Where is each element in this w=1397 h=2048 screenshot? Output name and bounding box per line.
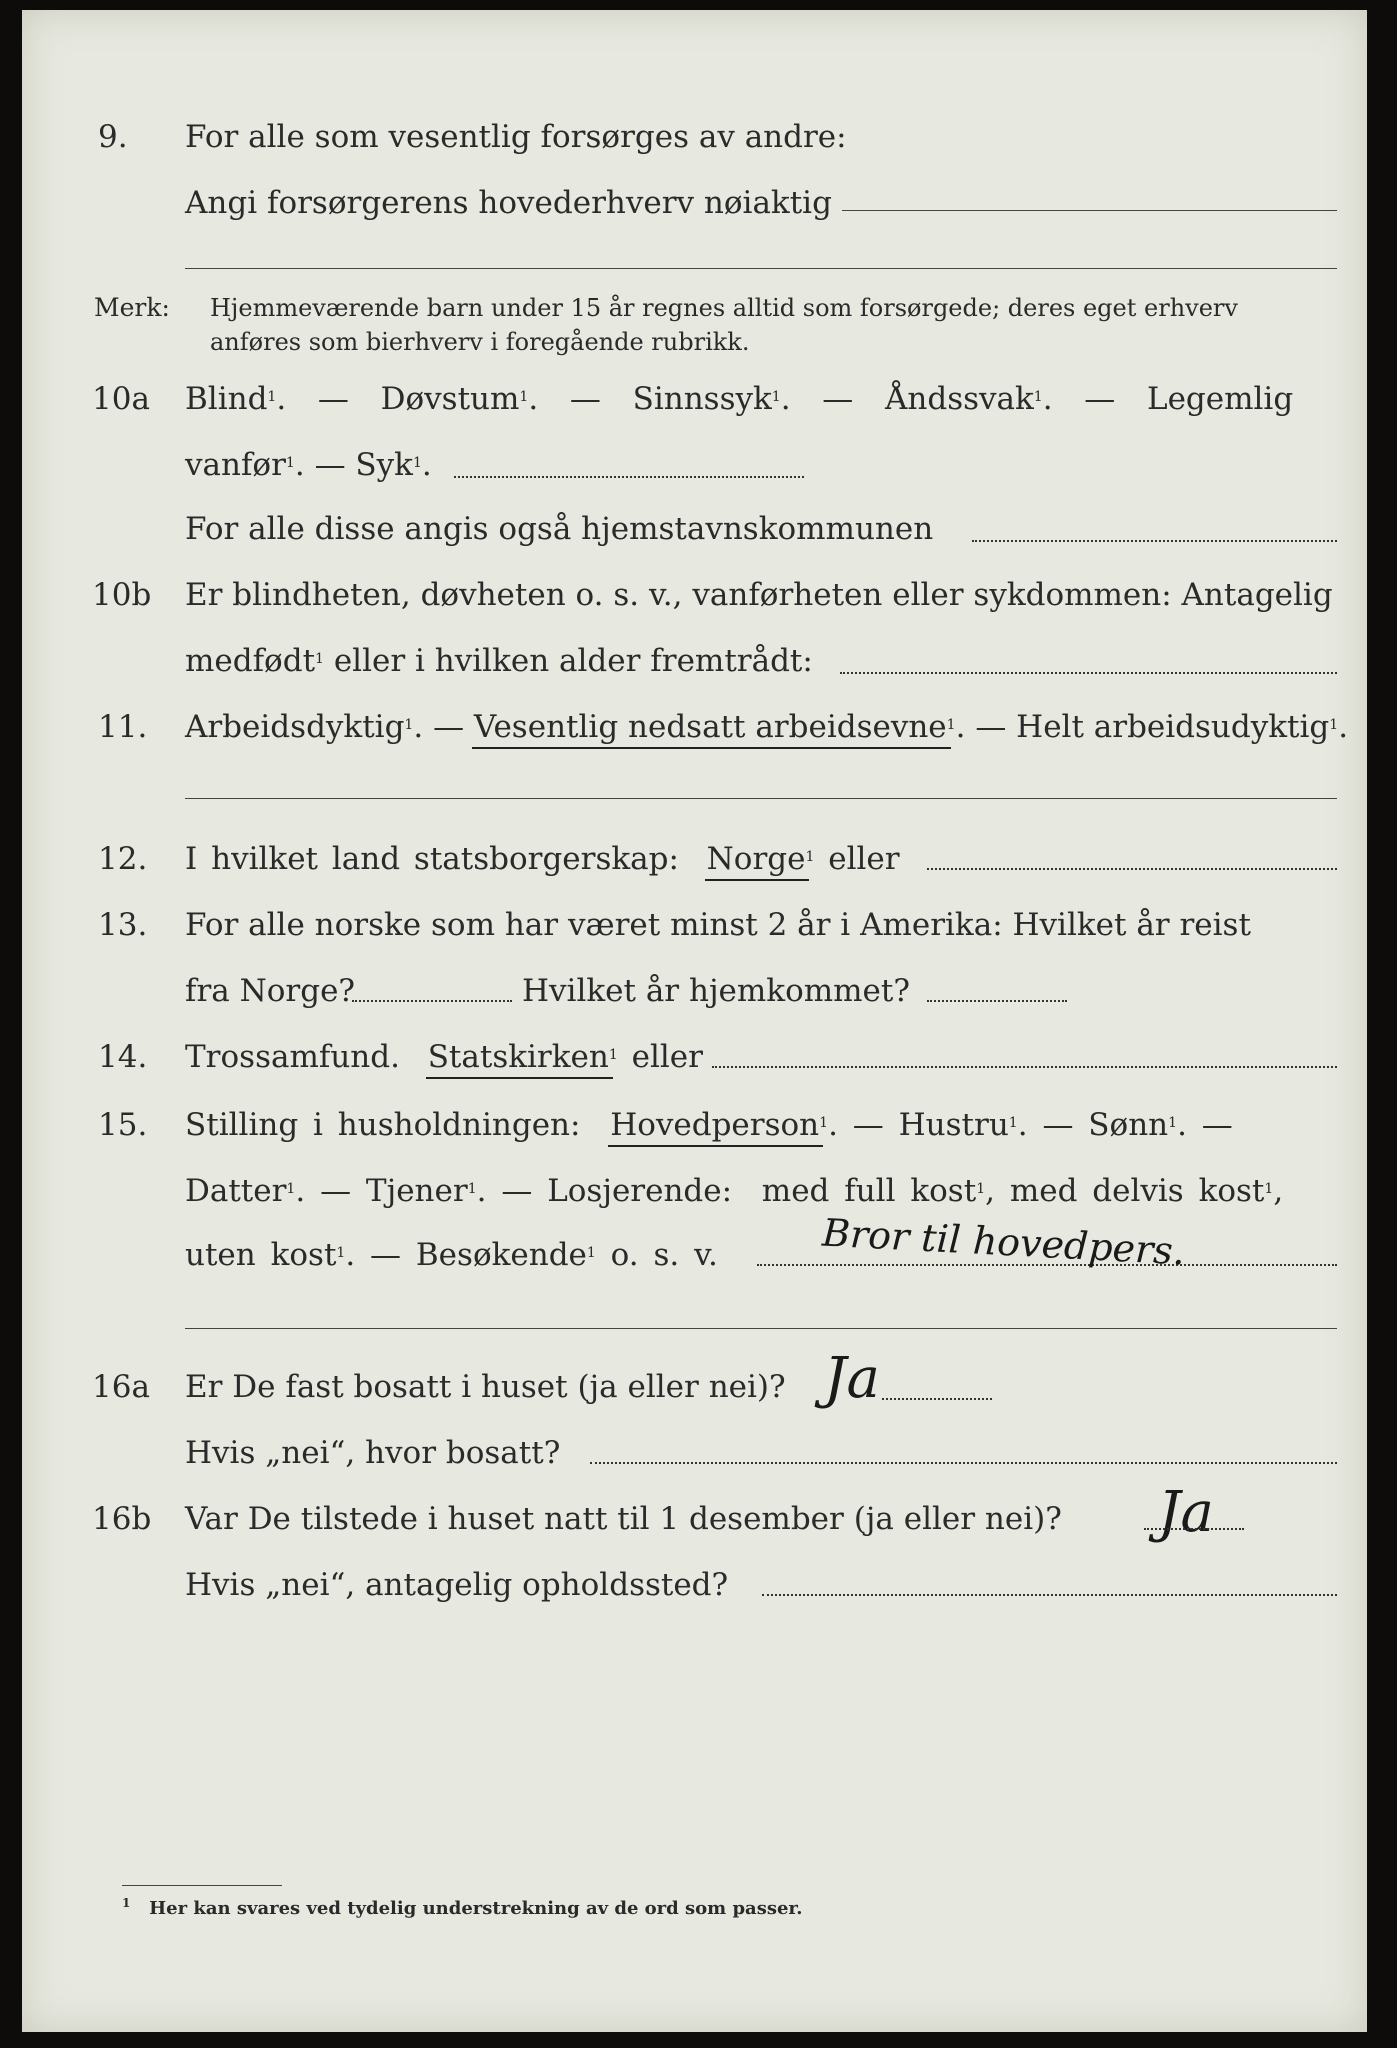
answer-line[interactable] [927, 868, 1337, 870]
superscript: 1 [1008, 1115, 1018, 1131]
separator: — [1042, 1107, 1074, 1143]
separator: — [320, 1173, 352, 1209]
option-medfodt[interactable]: medfødt [185, 643, 316, 679]
superscript: 1 [1168, 1115, 1178, 1131]
question-text-part: Losjerende: [547, 1173, 733, 1209]
question-text: Hvis „nei“, antagelig opholdssted? [185, 1567, 729, 1603]
superscript: 1 [315, 651, 324, 667]
answer-line[interactable] [762, 1594, 1337, 1596]
answer-line[interactable] [185, 798, 1337, 799]
question-number: 15. [98, 1107, 148, 1143]
question-text: For alle norske som har været minst 2 år i Amerika: Hvilket år reist [185, 907, 1251, 943]
question-text: Hvilket år hjemkommet? [522, 973, 910, 1009]
question-text: Hvis „nei“, hvor bosatt? [185, 1435, 561, 1471]
answer-line[interactable] [1144, 1528, 1244, 1530]
superscript: 1 [608, 1047, 618, 1063]
option-full-kost[interactable]: med full kost [761, 1173, 977, 1209]
separator: — [501, 1173, 533, 1209]
superscript: 1 [1033, 389, 1043, 405]
option-legemlig[interactable]: Legemlig [1147, 381, 1294, 417]
question-number: 10b [92, 577, 152, 613]
answer-line[interactable] [972, 540, 1337, 542]
option-uten-kost[interactable]: uten kost [185, 1237, 337, 1273]
handwritten-answer: Ja [1158, 1480, 1214, 1545]
superscript: 1 [286, 1181, 296, 1197]
question-text: Arbeidsdyktig$^1$. — Vesentlig nedsatt arbeidsevne$^1$. — Helt arbeidsudyktig$^1$. [185, 709, 1349, 745]
answer-line[interactable] [712, 1066, 1337, 1068]
footnote [122, 1898, 803, 1919]
separator: — [822, 381, 854, 417]
footnote-marker: 1 [122, 1896, 131, 1910]
separator: — [433, 709, 465, 745]
superscript: 1 [1329, 717, 1339, 733]
superscript: 1 [519, 389, 529, 405]
option-besokende[interactable]: Besøkende [415, 1237, 587, 1273]
option-norge-selected[interactable]: Norge [706, 841, 806, 877]
option-delvis-kost[interactable]: med delvis kost [1009, 1173, 1265, 1209]
separator: — [317, 381, 349, 417]
question-text-part: eller [828, 841, 900, 877]
question-text [185, 1038, 703, 1076]
option-syk[interactable]: Syk [355, 447, 413, 483]
question-text: Blind$^1$. — Døvstum$^1$. — Sinnssyk$^1$. — Åndssvak$^1$. — Legemlig [185, 381, 1294, 417]
superscript: 1 [267, 389, 277, 405]
question-text: For alle som vesentlig forsørges av andre: [185, 119, 847, 155]
question-text-part: I hvilket land statsborgerskap: [185, 841, 679, 877]
option-blind[interactable]: Blind [185, 381, 268, 417]
question-text-part: Stilling i husholdningen: [185, 1107, 581, 1143]
answer-line[interactable] [185, 1328, 1337, 1329]
superscript: 1 [946, 717, 956, 733]
footnote-rule [122, 1885, 282, 1886]
option-tjener[interactable]: Tjener [365, 1173, 468, 1209]
superscript: 1 [404, 717, 414, 733]
footnote-text: Her kan svares ved tydelig understrekning av de ord som passer. [149, 1898, 803, 1919]
census-form-page [22, 10, 1367, 2032]
question-text [185, 642, 813, 680]
question-number: 11. [98, 709, 148, 745]
merk-text: anføres som bierhverv i foregående rubrikk. [210, 328, 750, 356]
answer-line[interactable] [185, 268, 1337, 269]
separator: — [852, 1107, 884, 1143]
superscript: 1 [412, 455, 422, 471]
superscript: 1 [805, 849, 815, 865]
option-andssvak[interactable]: Åndssvak [885, 381, 1034, 417]
option-hustru[interactable]: Hustru [898, 1107, 1009, 1143]
question-number: 10a [92, 381, 150, 417]
question-text-part: Trossamfund. [185, 1039, 400, 1075]
separator: — [975, 709, 1007, 745]
option-hovedperson-selected[interactable]: Hovedperson [610, 1107, 820, 1143]
question-text: Angi forsørgerens hovederhverv nøiaktig [185, 185, 832, 221]
option-vanfor[interactable]: vanfør [185, 447, 286, 483]
question-text: Datter$^1$. — Tjener$^1$. — Losjerende: med full kost$^1$, med delvis kost$^1$, [185, 1173, 1284, 1209]
separator: — [1084, 381, 1116, 417]
superscript: 1 [586, 1245, 596, 1261]
question-text: fra Norge? [185, 973, 356, 1009]
superscript: 1 [336, 1245, 346, 1261]
question-number: 13. [98, 907, 148, 943]
answer-line[interactable] [842, 210, 1337, 211]
merk-label: Merk: [94, 293, 170, 322]
superscript: 1 [819, 1115, 829, 1131]
answer-line[interactable] [927, 1000, 1067, 1002]
superscript: 1 [467, 1181, 477, 1197]
question-text: Var De tilstede i huset natt til 1 desember (ja eller nei)? [185, 1501, 1062, 1537]
separator: — [1201, 1107, 1233, 1143]
answer-line[interactable] [352, 1000, 512, 1002]
option-statskirken-selected[interactable]: Statskirken [427, 1039, 609, 1075]
question-text: vanfør$^1$. — Syk$^1$. [185, 447, 432, 483]
option-helt-arbeidsudyktig[interactable]: Helt arbeidsudyktig [1016, 709, 1330, 745]
question-text [185, 840, 900, 878]
question-text-part: eller i hvilken alder fremtrådt: [333, 643, 813, 679]
superscript: 1 [976, 1181, 986, 1197]
question-text: Stilling i husholdningen: Hovedperson$^1$. — Hustru$^1$. — Sønn$^1$. — [185, 1107, 1233, 1143]
separator: — [370, 1237, 402, 1273]
question-number: 16a [92, 1369, 150, 1405]
question-text-part: eller [631, 1039, 703, 1075]
superscript: 1 [1264, 1181, 1274, 1197]
answer-line[interactable] [882, 1398, 992, 1400]
question-number: 9. [98, 119, 128, 155]
option-arbeidsdyktig[interactable]: Arbeidsdyktig [185, 709, 405, 745]
superscript: 1 [285, 455, 295, 471]
answer-line[interactable] [590, 1462, 1337, 1464]
option-datter[interactable]: Datter [185, 1173, 287, 1209]
question-text: For alle disse angis også hjemstavnskommunen [185, 511, 934, 547]
question-number: 12. [98, 841, 148, 877]
question-number: 16b [92, 1501, 152, 1537]
answer-line[interactable] [840, 672, 1337, 674]
handwritten-answer: Ja [824, 1346, 880, 1411]
merk-text: Hjemmeværende barn under 15 år regnes alltid som forsørgede; deres eget erhverv [210, 294, 1238, 322]
separator: — [314, 447, 346, 483]
separator: — [569, 381, 601, 417]
question-text-part: o. s. v. [610, 1237, 718, 1273]
answer-line[interactable] [454, 476, 804, 478]
superscript: 1 [771, 389, 781, 405]
handwritten-answer: Bror til hovedpers. [821, 1210, 1186, 1274]
question-number: 14. [98, 1039, 148, 1075]
question-text: uten kost$^1$. — Besøkende$^1$ o. s. v. [185, 1237, 718, 1273]
option-dovstum[interactable]: Døvstum [380, 381, 520, 417]
option-vesentlig-nedsatt-selected[interactable]: Vesentlig nedsatt arbeidsevne [473, 709, 947, 745]
question-text: Er De fast bosatt i huset (ja eller nei)? [185, 1369, 786, 1405]
option-sonn[interactable]: Sønn [1088, 1107, 1169, 1143]
question-text: Er blindheten, døvheten o. s. v., vanførheten eller sykdommen: Antagelig [185, 577, 1333, 613]
option-sinnssyk[interactable]: Sinnssyk [632, 381, 772, 417]
